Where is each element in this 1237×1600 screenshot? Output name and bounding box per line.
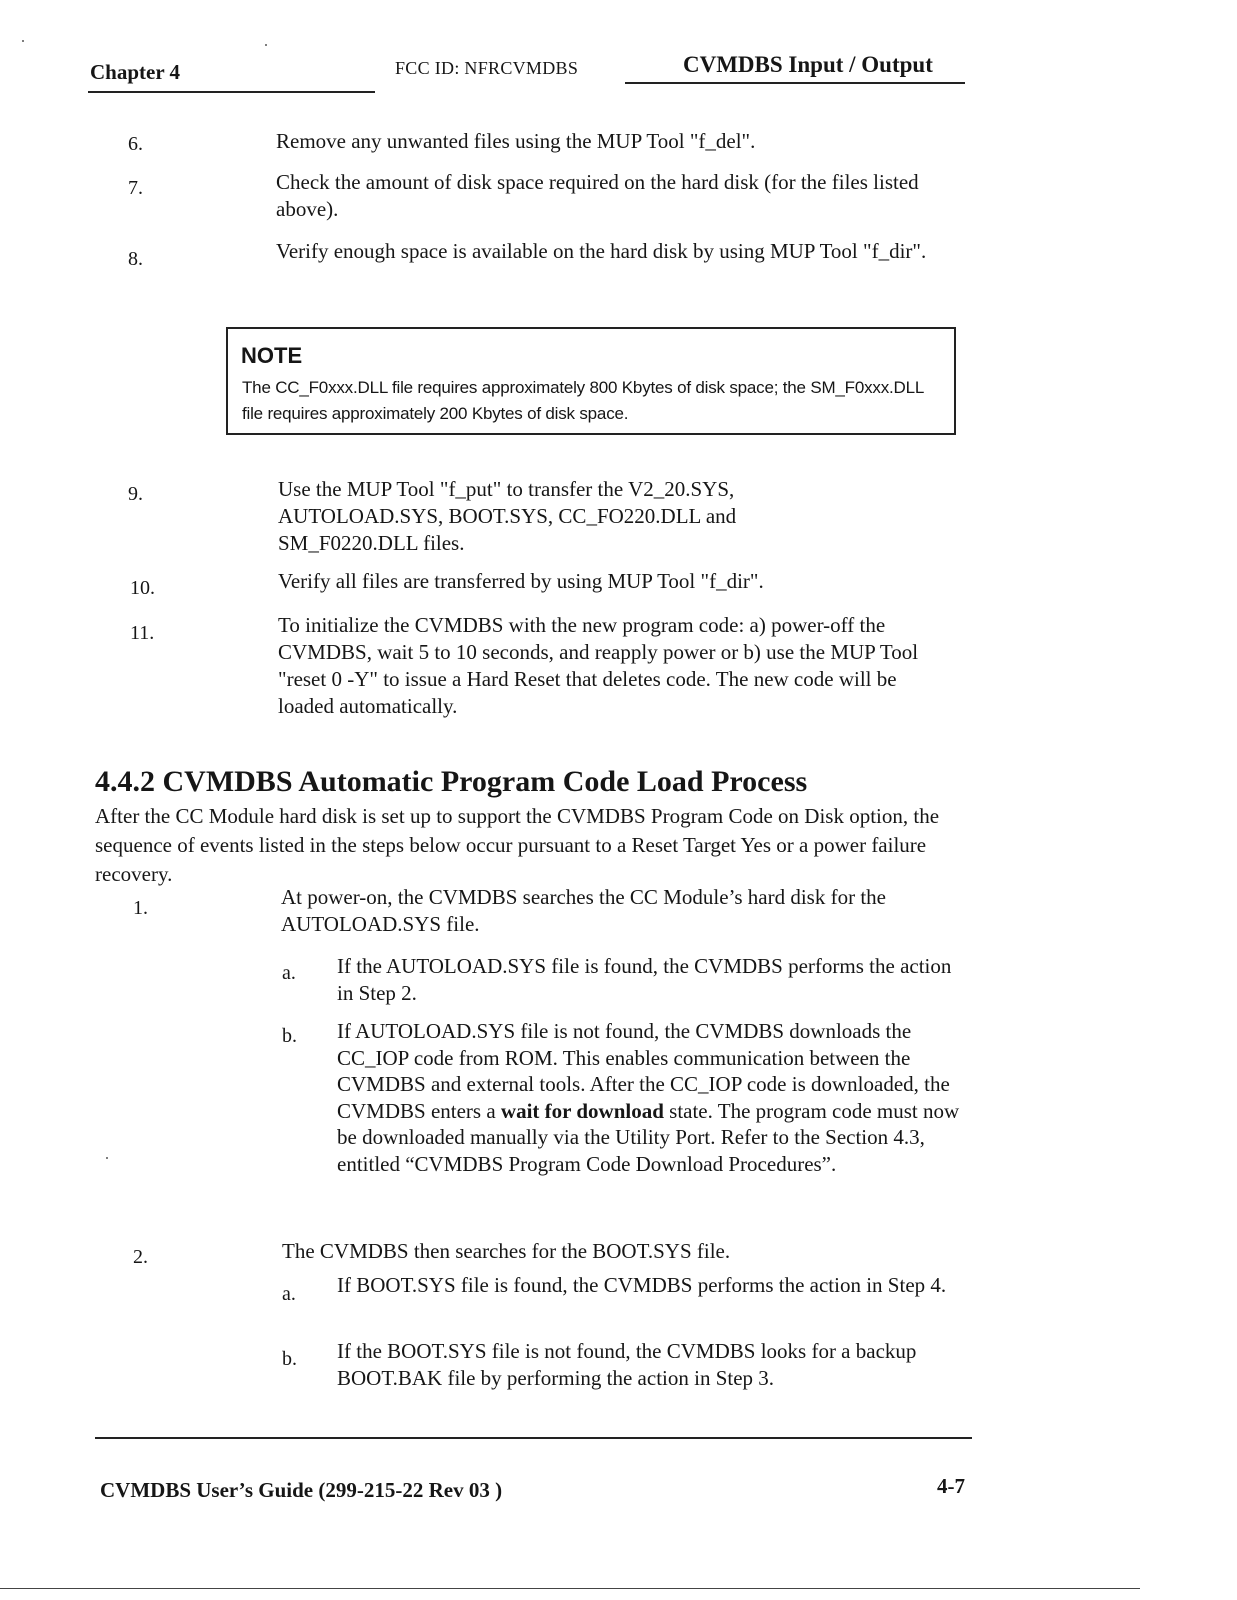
substep-letter: b. bbox=[282, 1348, 297, 1370]
step-number: 11. bbox=[130, 622, 155, 644]
step-number: 9. bbox=[128, 483, 143, 505]
substep-letter: a. bbox=[282, 1283, 296, 1305]
scan-speck bbox=[22, 40, 24, 42]
footer-rule bbox=[95, 1437, 972, 1439]
step-number: 8. bbox=[128, 248, 143, 270]
step-text: Remove any unwanted files using the MUP Tool "f_del". bbox=[276, 129, 756, 153]
page-number: 4-7 bbox=[937, 1474, 965, 1498]
step-number: 7. bbox=[128, 177, 143, 199]
header-rule-left bbox=[88, 91, 375, 93]
substep-letter: b. bbox=[282, 1025, 297, 1047]
scan-edge-line bbox=[0, 1588, 1140, 1589]
step-text: Verify all files are transferred by using MUP Tool "f_dir". bbox=[278, 569, 764, 593]
substep-text-part: state. The program code must now be downloaded manually via the Utility Port. Refer to the Section 4.3, entitled “CVMDBS Program Code Download Procedures”. bbox=[337, 1098, 960, 1176]
footer-guide-title: CVMDBS User’s Guide (299-215-22 Rev 03 ) bbox=[100, 1478, 503, 1502]
scan-speck bbox=[106, 1157, 108, 1159]
section-title: CVMDBS Input / Output bbox=[683, 52, 933, 77]
substep-letter: a. bbox=[282, 962, 296, 984]
section-intro: After the CC Module hard disk is set up to support the CVMDBS Program Code on Disk option, the sequence of events listed in the steps below occur pursuant to a Reset Target Yes or a power failure recovery. bbox=[95, 804, 940, 886]
substep-text: If BOOT.SYS file is found, the CVMDBS performs the action in Step 4. bbox=[337, 1273, 947, 1297]
substep-text bbox=[337, 1018, 965, 1177]
note-text: The CC_F0xxx.DLL file requires approximately 800 Kbytes of disk space; the SM_F0xxx.DLL file requires approximately 200 Kbytes of disk space. bbox=[242, 378, 924, 423]
substep-text-part: If AUTOLOAD.SYS file is not found, the CVMDBS downloads the CC_IOP code from ROM. This enables communication between the CVMDBS and external tools. After the CC_IOP code is downloaded, the CVMDBS enters a bbox=[337, 1019, 950, 1123]
chapter-label: Chapter 4 bbox=[90, 60, 181, 84]
emphasis-text: wait for download bbox=[500, 1098, 664, 1123]
step-text: At power-on, the CVMDBS searches the CC Module’s hard disk for the AUTOLOAD.SYS file. bbox=[281, 885, 886, 936]
step-number: 1. bbox=[133, 897, 148, 919]
fcc-id: FCC ID: NFRCVMDBS bbox=[395, 58, 579, 78]
step-number: 2. bbox=[133, 1246, 148, 1268]
step-number: 6. bbox=[128, 133, 143, 155]
step-text: Use the MUP Tool "f_put" to transfer the V2_20.SYS, AUTOLOAD.SYS, BOOT.SYS, CC_FO220.DLL and SM_F0220.DLL files. bbox=[278, 477, 737, 555]
header-rule-right bbox=[625, 82, 965, 84]
step-number: 10. bbox=[130, 577, 155, 599]
substep-text: If the AUTOLOAD.SYS file is found, the CVMDBS performs the action in Step 2. bbox=[337, 954, 952, 1005]
substep-text: If the BOOT.SYS file is not found, the CVMDBS looks for a backup BOOT.BAK file by performing the action in Step 3. bbox=[337, 1339, 917, 1390]
step-text: To initialize the CVMDBS with the new program code: a) power-off the CVMDBS, wait 5 to 10 seconds, and reapply power or b) use the MUP Tool "reset 0 -Y" to issue a Hard Reset that deletes code. The new code will be loaded automatically. bbox=[278, 613, 919, 718]
note-box bbox=[226, 327, 956, 435]
step-text: Check the amount of disk space required on the hard disk (for the files listed above). bbox=[276, 170, 919, 221]
scan-speck bbox=[265, 44, 267, 46]
step-text: Verify enough space is available on the hard disk by using MUP Tool "f_dir". bbox=[276, 239, 927, 263]
note-label: NOTE bbox=[241, 343, 303, 368]
step-text: The CVMDBS then searches for the BOOT.SYS file. bbox=[282, 1239, 731, 1263]
section-heading: 4.4.2 CVMDBS Automatic Program Code Load Process bbox=[95, 765, 808, 798]
